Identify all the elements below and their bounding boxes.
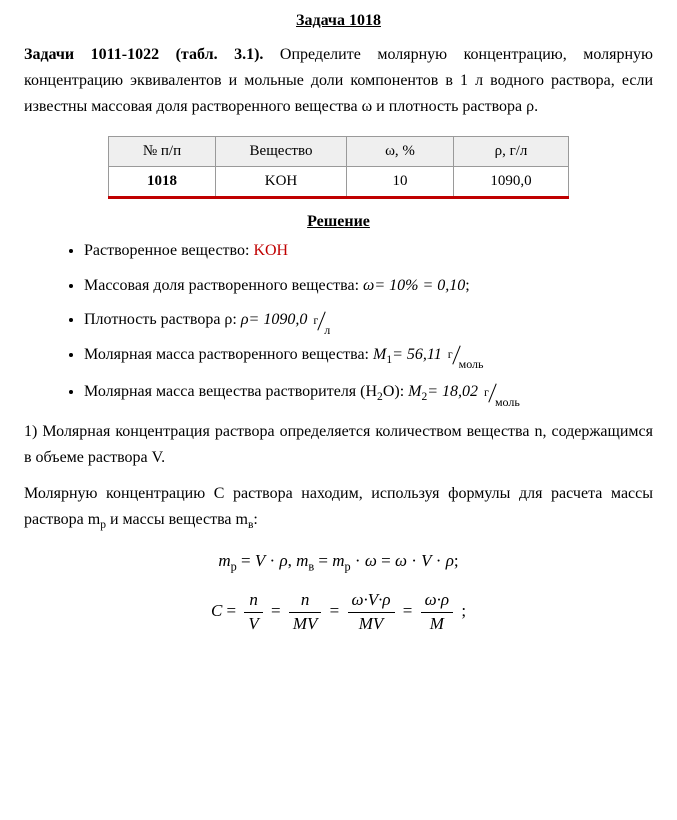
page-title: Задача 1018 xyxy=(296,12,381,29)
data-table xyxy=(108,136,569,199)
column-header-number: № п/п xyxy=(109,136,216,166)
unit-denominator-m2: моль xyxy=(494,394,520,409)
bullet-expr-omega: = 10% = 0,10 xyxy=(374,276,466,294)
data-table-body xyxy=(109,166,569,197)
cell-omega: 10 xyxy=(347,166,454,197)
bullet-symbol-m1: M xyxy=(373,346,387,364)
bullet-value-solute: KOH xyxy=(253,241,289,259)
problem-statement-text: Определите молярную концентрацию, молярную концентрацию эквивалентов и мольные доли компонентов в 1 л водного раствора, если известны массовая доля растворенного вещества ω и плотность раствора ρ. xyxy=(24,46,653,115)
bullet-tail-omega: ; xyxy=(465,276,470,294)
solution-bullet-list xyxy=(24,241,653,409)
fraction-n-over-v: $\frac{n}{V}$ xyxy=(244,590,262,634)
list-item-solute xyxy=(84,241,653,262)
bullet-symbol-omega: ω xyxy=(363,276,375,294)
bullet-sub-m2: 2 xyxy=(421,391,428,404)
unit-numerator-density: г xyxy=(313,312,319,327)
bullet-label-solute: Растворенное вещество: xyxy=(84,241,250,259)
unit-numerator-m2: г xyxy=(484,384,489,399)
bullet-expr-m1: = 56,11 xyxy=(392,346,442,364)
unit-molar-mass-1 xyxy=(446,345,486,372)
unit-denominator-density: л xyxy=(324,322,331,337)
bullet-sub-m1: 1 xyxy=(386,354,393,367)
list-item-molar-mass-solute xyxy=(84,345,653,372)
column-header-omega: ω, % xyxy=(347,136,454,166)
list-item-molar-mass-solvent xyxy=(84,382,653,409)
cell-rho: 1090,0 xyxy=(454,166,569,197)
data-table-head xyxy=(109,136,569,166)
bullet-expr-rho: = 1090,0 xyxy=(248,311,308,329)
paragraph-molarity-definition: 1) Молярная концентрация раствора определяется количеством вещества n, содержащимся в объеме раствора V. xyxy=(24,423,653,467)
unit-density xyxy=(311,311,332,337)
bullet-label-molar-mass-solute: Молярная масса растворенного вещества: xyxy=(84,346,369,364)
list-item-mass-fraction xyxy=(84,276,653,297)
paragraph-molarity-formulas: Молярную концентрацию С раствора находим, используя формулы для расчета массы раствора $m_р$ и массы вещества $m_в$: xyxy=(24,485,653,532)
fraction-wr-over-m: $\frac{\omega\cdot\rho}{M}$ xyxy=(421,590,453,634)
table-row xyxy=(109,166,569,197)
problem-statement-lead: Задачи 1011-1022 (табл. 3.1). xyxy=(24,46,264,63)
cell-substance: KOH xyxy=(216,166,347,197)
solution-heading: Решение xyxy=(307,212,370,230)
unit-molar-mass-2 xyxy=(482,383,522,409)
bullet-symbol-m2: M xyxy=(408,383,422,401)
problem-statement xyxy=(24,42,653,120)
column-header-substance: Вещество xyxy=(216,136,347,166)
table-header-row xyxy=(109,136,569,166)
data-table-wrapper xyxy=(24,136,653,199)
column-header-rho: ρ, г/л xyxy=(454,136,569,166)
bullet-label-molar-mass-solvent: Молярная масса вещества растворителя $(H_2O)$: xyxy=(84,383,405,404)
formula-concentration: C = $\frac{n}{V}$ = $\frac{n}{MV}$ = $\frac{\omega\cdot V\cdot\rho}{MV}$ = $\frac{\omega\cdot\rho}{M}$ ; xyxy=(210,590,467,633)
list-item-density xyxy=(84,310,653,337)
bullet-label-density: Плотность раствора ρ: xyxy=(84,311,237,329)
fraction-wvr-over-mv: $\frac{\omega\cdot V\cdot\rho}{MV}$ xyxy=(348,590,395,634)
formula-mass: $m_р = V \cdot \rho$, $m_в = m_р \cdot \omega = \omega \cdot V \cdot \rho$; xyxy=(218,550,459,574)
unit-denominator-m1: моль xyxy=(458,357,484,372)
fraction-n-over-mv: $\frac{n}{MV}$ xyxy=(289,590,322,634)
bullet-label-mass-fraction: Массовая доля растворенного вещества: xyxy=(84,276,360,294)
bullet-expr-m2: = 18,02 xyxy=(427,383,479,401)
bullet-symbol-rho: ρ xyxy=(240,311,249,329)
unit-numerator-m1: г xyxy=(447,347,453,362)
cell-number: 1018 xyxy=(109,166,216,197)
